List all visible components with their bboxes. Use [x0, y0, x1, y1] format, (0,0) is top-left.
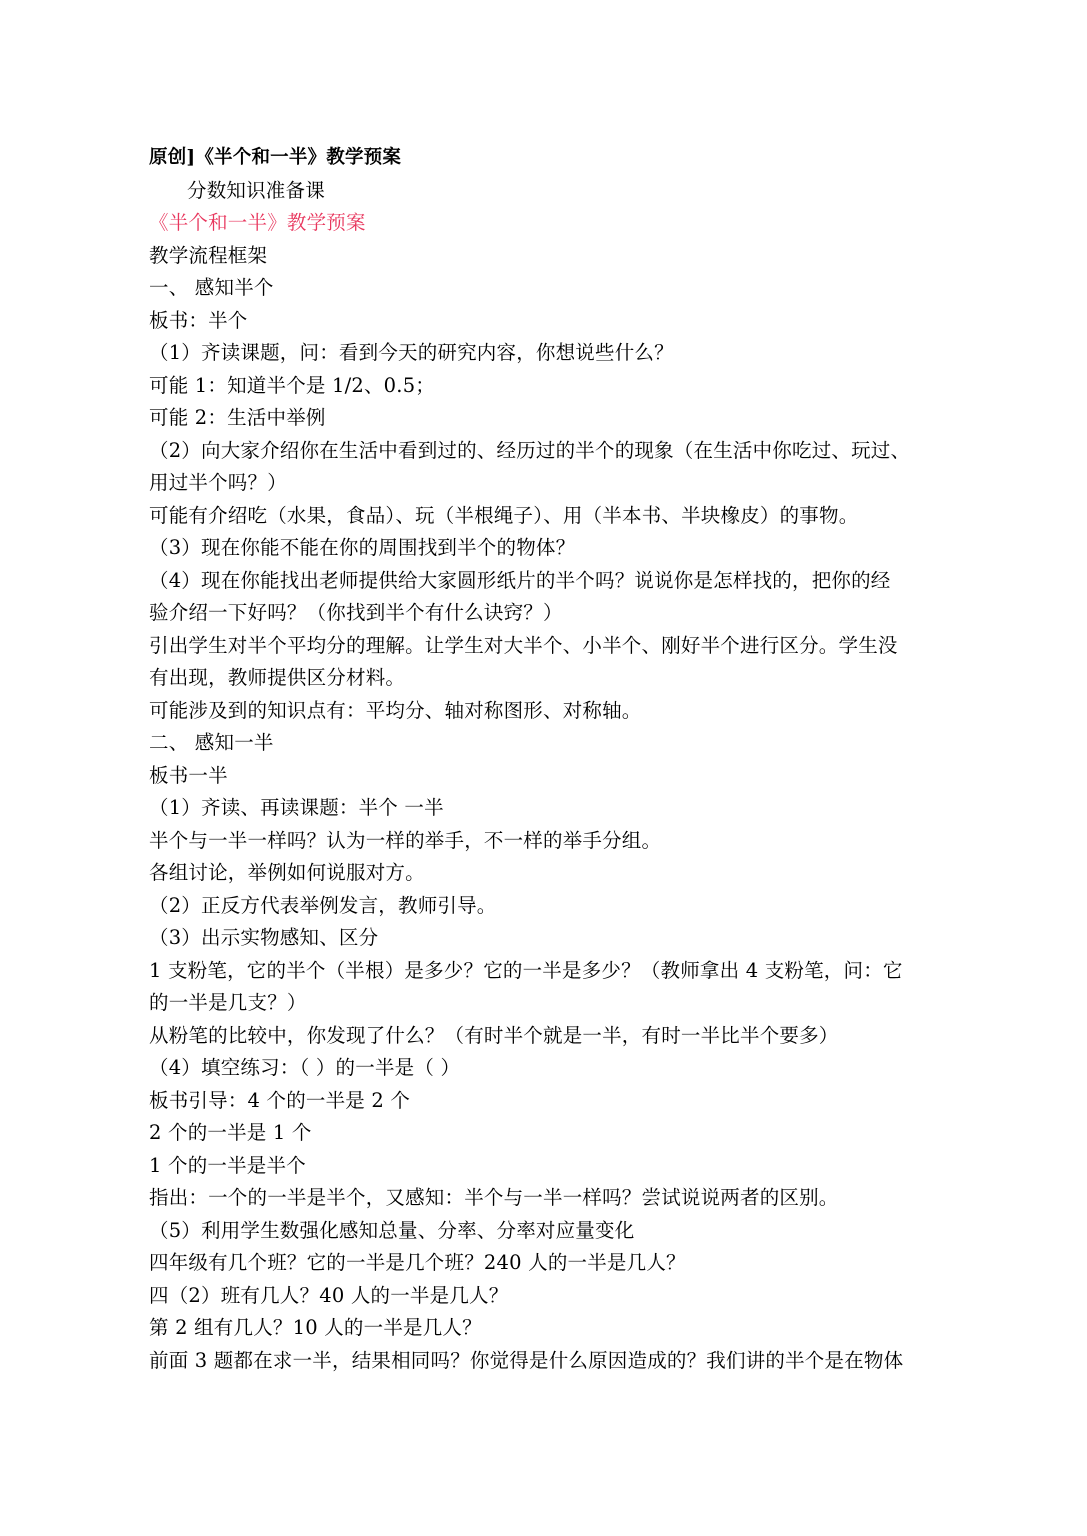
text-line: 板书一半 [149, 763, 228, 787]
text-line: 板书引导：4 个的一半是 2 个 [149, 1088, 411, 1112]
text-line: （1）齐读、再读课题：半个 一半 [149, 796, 444, 819]
text-line: 用过半个吗？） [149, 471, 287, 494]
text-line: 板书：半个 [149, 308, 248, 332]
text-line: 从粉笔的比较中，你发现了什么？（有时半个就是一半，有时一半比半个要多） [149, 1023, 839, 1047]
document-body [149, 240, 949, 1378]
text-line: 可能 1：知道半个是 1/2、0.5； [149, 373, 435, 397]
red-heading: 《半个和一半》教学预案 [149, 211, 366, 234]
text-line: 四年级有几个班？它的一半是几个班？240 人的一半是几人？ [149, 1251, 686, 1274]
document-page [149, 142, 949, 1377]
text-line: （2）正反方代表举例发言，教师引导。 [149, 893, 497, 917]
text-line: 教学流程框架 [149, 243, 268, 267]
text-line: 引出学生对半个平均分的理解。让学生对大半个、小半个、刚好半个进行区分。学生没 [149, 633, 898, 657]
text-line: 可能涉及到的知识点有：平均分、轴对称图形、对称轴。 [149, 698, 642, 722]
document-title: 原创]《半个和一半》教学预案 [149, 147, 402, 168]
text-line: 二、 感知一半 [149, 731, 274, 754]
text-line: 有出现，教师提供区分材料。 [149, 666, 406, 689]
text-line: （3）出示实物感知、区分 [149, 926, 379, 949]
text-line: （4）现在你能找出老师提供给大家圆形纸片的半个吗？说说你是怎样找的，把你的经 [149, 568, 891, 592]
text-line: 可能 2：生活中举例 [149, 406, 326, 429]
text-line: 的一半是几支？） [149, 991, 307, 1014]
text-line: 验介绍一下好吗？（你找到半个有什么诀窍？） [149, 601, 563, 624]
text-line: 指出：一个的一半是半个，又感知：半个与一半一样吗？尝试说说两者的区别。 [149, 1186, 839, 1209]
text-line: 一、 感知半个 [149, 276, 274, 299]
text-line: 1 个的一半是半个 [149, 1153, 306, 1177]
document-subtitle: 分数知识准备课 [187, 178, 325, 202]
text-line: 前面 3 题都在求一半，结果相同吗？你觉得是什么原因造成的？我们讲的半个是在物体 [149, 1348, 904, 1372]
text-line: （3）现在你能不能在你的周围找到半个的物体？ [149, 536, 576, 559]
text-line: （2）向大家介绍你在生活中看到过的、经历过的半个的现象（在生活中你吃过、玩过、 [149, 438, 911, 462]
text-line: 可能有介绍吃（水果，食品）、玩（半根绳子）、用（半本书、半块橡皮）的事物。 [149, 503, 859, 527]
text-line: （5）利用学生数强化感知总量、分率、分率对应量变化 [149, 1218, 635, 1242]
text-line: 各组讨论，举例如何说服对方。 [149, 861, 425, 884]
text-line: （4）填空练习：（ ）的一半是（ ） [149, 1056, 461, 1079]
text-line: （1）齐读课题，问：看到今天的研究内容，你想说些什么？ [149, 341, 674, 364]
text-line: 1 支粉笔，它的半个（半根）是多少？它的一半是多少？（教师拿出 4 支粉笔，问：它 [149, 958, 903, 982]
text-line: 2 个的一半是 1 个 [149, 1121, 312, 1144]
text-line: 半个与一半一样吗？认为一样的举手，不一样的举手分组。 [149, 828, 662, 852]
text-line: 四（2）班有几人？40 人的一半是几人？ [149, 1283, 509, 1307]
text-line: 第 2 组有几人？10 人的一半是几人？ [149, 1316, 482, 1339]
